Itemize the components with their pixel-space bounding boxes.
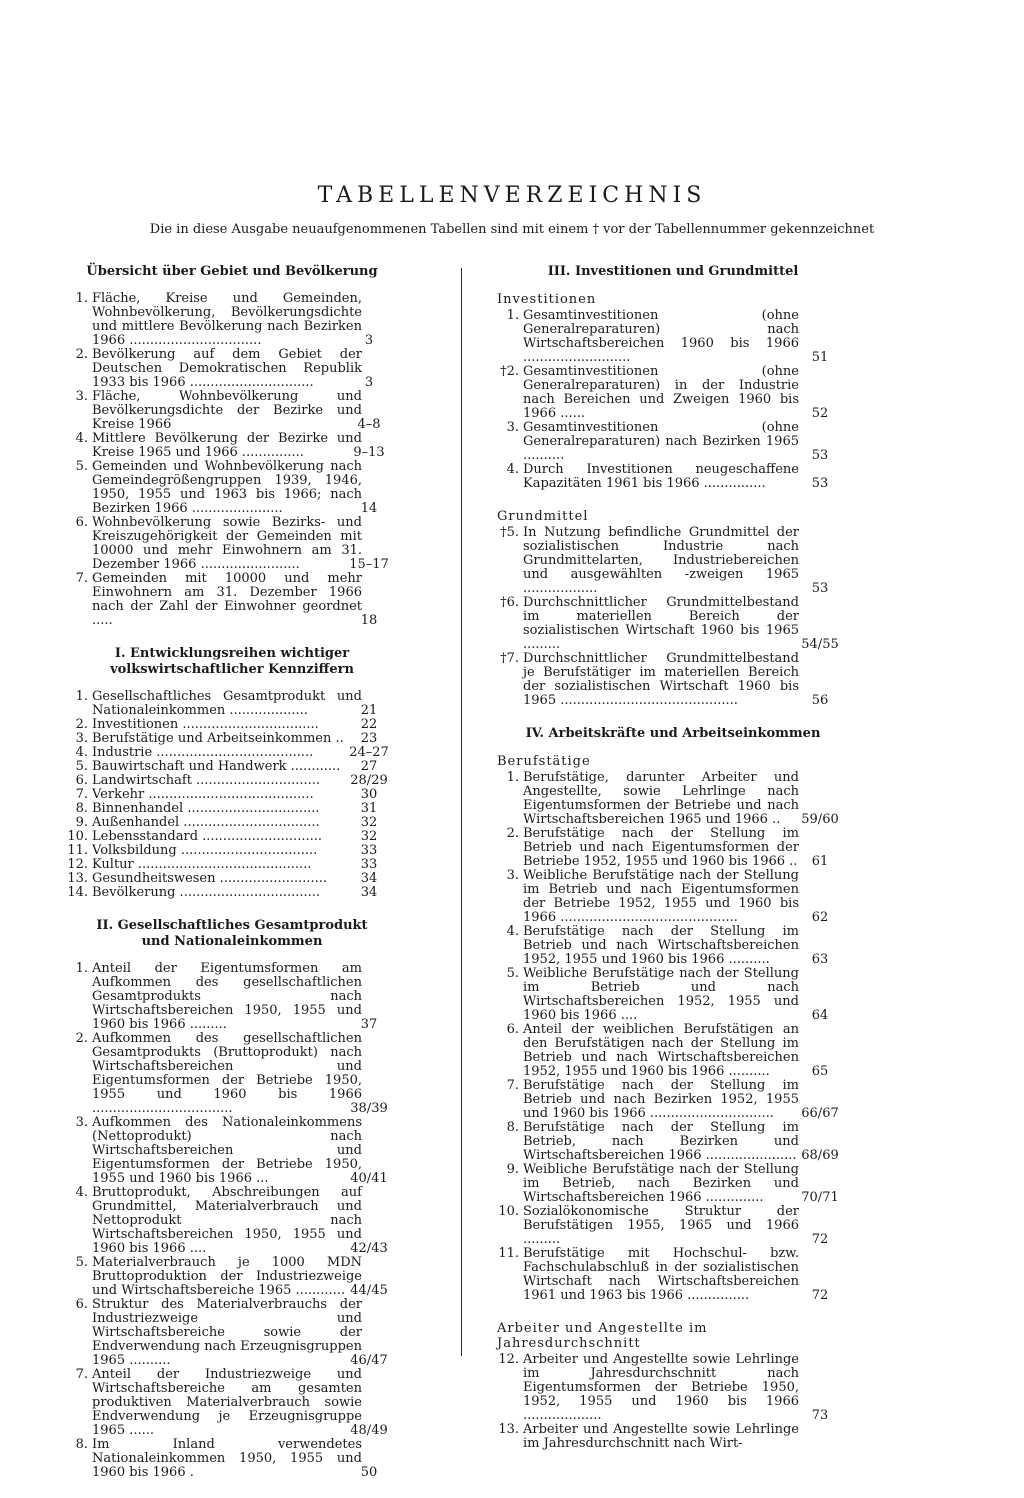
page-number: 32 — [360, 815, 378, 830]
table-number: 8. — [506, 1120, 519, 1135]
toc-entry-list — [66, 962, 398, 1480]
table-title: Volksbildung ................................. — [92, 843, 318, 858]
left-column — [66, 264, 398, 1498]
page-number: 4–8 — [357, 417, 381, 432]
table-number: †2. — [500, 364, 519, 379]
toc-entry — [66, 572, 398, 628]
table-title: Berufstätige nach der Stellung im Betrieb und nach Bezirken 1952, 1955 und 1960 bis 1966 .............................. — [523, 1078, 799, 1121]
toc-entry-list — [497, 526, 849, 708]
table-title: Berufstätige nach der Stellung im Betrieb und nach Wirtschaftsbereichen 1952, 1955 und 1960 bis 1966 .......... — [523, 924, 799, 967]
toc-entry — [497, 1079, 849, 1121]
right-column — [497, 264, 849, 1469]
table-title: Arbeiter und Angestellte sowie Lehrlinge im Jahresdurchschnitt nach Eigentumsformen der Betriebe 1950, 1952, 1955 und 1960 bis 1966 ................... — [523, 1352, 799, 1423]
table-number: 7. — [75, 787, 88, 802]
toc-entry — [66, 292, 398, 348]
page-number: 53 — [811, 448, 829, 463]
section-heading: II. Gesellschaftliches Gesamtprodukt und Nationaleinkommen — [96, 918, 368, 949]
toc-entry — [66, 516, 398, 572]
table-title: Binnenhandel ................................ — [92, 801, 320, 816]
section-heading: Übersicht über Gebiet und Bevölkerung — [86, 264, 378, 279]
table-title: Gesamtinvestitionen (ohne Generalreparaturen) nach Bezirken 1965 .......... — [523, 420, 799, 463]
table-number: 5. — [75, 1255, 88, 1270]
toc-entry — [66, 718, 398, 732]
table-number: 1. — [75, 291, 88, 306]
toc-entry — [497, 421, 849, 463]
page-number: 62 — [811, 910, 829, 925]
table-title: Mittlere Bevölkerung der Bezirke und Kreise 1965 und 1966 ............... — [92, 431, 362, 460]
table-title: Weibliche Berufstätige nach der Stellung im Betrieb und nach Eigentumsformen der Betriebe 1952, 1955 und 1960 bis 1966 ........................................... — [523, 868, 799, 925]
table-number: 13. — [498, 1422, 519, 1437]
table-number: 7. — [75, 1367, 88, 1382]
page-number: 15–17 — [349, 557, 389, 572]
page-number: 72 — [811, 1288, 829, 1303]
table-number: 10. — [67, 829, 88, 844]
page-number: 68/69 — [801, 1148, 839, 1163]
toc-entry — [497, 1423, 849, 1451]
table-number: 4. — [75, 1185, 88, 1200]
toc-entry — [66, 1256, 398, 1298]
toc-entry — [66, 830, 398, 844]
table-title: Kultur .......................................... — [92, 857, 312, 872]
table-number: 4. — [75, 745, 88, 760]
toc-entry — [497, 463, 849, 491]
toc-entry — [497, 1247, 849, 1303]
table-title: Industrie ...................................... — [92, 745, 314, 760]
page-number: 37 — [360, 1017, 378, 1032]
table-title: Bevölkerung auf dem Gebiet der Deutschen Demokratischen Republik 1933 bis 1966 .............................. — [92, 347, 362, 390]
toc-entry — [497, 1353, 849, 1423]
page-number: 56 — [811, 693, 829, 708]
toc-entry — [66, 872, 398, 886]
table-title: In Nutzung befindliche Grundmittel der sozialistischen Industrie nach Grundmittelarten, Industriebereichen und ausgewählten -zweigen 1965 .................. — [523, 525, 799, 596]
page-number: 18 — [360, 613, 378, 628]
table-title: Außenhandel ................................. — [92, 815, 320, 830]
page-number: 40/41 — [350, 1171, 388, 1186]
table-title: Arbeiter und Angestellte sowie Lehrlinge im Jahresdurchschnitt nach Wirt- — [523, 1422, 799, 1451]
toc-entry-list — [66, 690, 398, 900]
table-number: 4. — [506, 924, 519, 939]
toc-entry — [497, 1023, 849, 1079]
page-number: 33 — [360, 857, 378, 872]
subsection-heading: Arbeiter und Angestellte im Jahresdurchschnitt — [497, 1321, 708, 1351]
page-number: 3 — [364, 375, 374, 390]
table-title: Anteil der Industriezweige und Wirtschaftsbereiche am gesamten produktiven Materialverbrauch sowie Endverwendung je Erzeugnisgruppe 1965 ...... — [92, 1367, 362, 1438]
table-title: Struktur des Materialverbrauchs der Industriezweige und Wirtschaftsbereiche sowie der Endverwendung nach Erzeugnisgruppen 1965 .......... — [92, 1297, 362, 1368]
toc-entry-list — [66, 292, 398, 628]
table-title: Landwirtschaft .............................. — [92, 773, 321, 788]
subsection-heading: Investitionen — [497, 292, 597, 307]
table-number: 6. — [75, 773, 88, 788]
table-number: 4. — [506, 462, 519, 477]
table-title: Berufstätige nach der Stellung im Betrieb und nach Eigentumsformen der Betriebe 1952, 1955 und 1960 bis 1966 .. — [523, 826, 799, 869]
table-title: Durch Investitionen neugeschaffene Kapazitäten 1961 bis 1966 ............... — [523, 462, 799, 491]
table-title: Gemeinden und Wohnbevölkerung nach Gemeindegrößengruppen 1939, 1946, 1950, 1955 und 1963 bis 1966; nach Bezirken 1966 ...................... — [92, 459, 362, 516]
table-title: Fläche, Wohnbevölkerung und Bevölkerungsdichte der Bezirke und Kreise 1966 — [92, 389, 362, 432]
table-number: 8. — [75, 801, 88, 816]
page-number: 38/39 — [350, 1101, 388, 1116]
toc-entry — [497, 967, 849, 1023]
subsection-heading: Berufstätige — [497, 754, 591, 769]
table-title: Berufstätige mit Hochschul- bzw. Fachschulabschluß in der sozialistischen Wirtschaft nach Wirtschaftsbereichen 1961 und 1963 bis 1966 ............... — [523, 1246, 799, 1303]
toc-entry-list — [497, 309, 849, 491]
toc-entry — [66, 788, 398, 802]
page-number: 59/60 — [801, 812, 839, 827]
page-number: 66/67 — [801, 1106, 839, 1121]
page-number: 27 — [360, 759, 378, 774]
page-number: 54/55 — [801, 637, 839, 652]
page-number: 72 — [811, 1232, 829, 1247]
table-number: 2. — [506, 826, 519, 841]
toc-entry — [66, 432, 398, 460]
toc-entry-list — [497, 771, 849, 1303]
section-heading: IV. Arbeitskräfte und Arbeitseinkommen — [525, 726, 821, 741]
table-number: 12. — [498, 1352, 519, 1367]
toc-entry — [66, 858, 398, 872]
page-number: 50 — [360, 1465, 378, 1480]
toc-entry — [497, 827, 849, 869]
column-divider — [461, 268, 462, 1356]
table-title: Durchschnittlicher Grundmittelbestand im materiellen Bereich der sozialistischen Wirtschaft 1960 bis 1965 ......... — [523, 595, 799, 652]
table-title: Gesamtinvestitionen (ohne Generalreparaturen) in der Industrie nach Bereichen und Zweigen 1960 bis 1966 ...... — [523, 364, 799, 421]
table-number: 7. — [75, 571, 88, 586]
page-number: 63 — [811, 952, 829, 967]
toc-entry — [497, 652, 849, 708]
table-title: Wohnbevölkerung sowie Bezirks- und Kreiszugehörigkeit der Gemeinden mit 10000 und mehr Einwohnern am 31. Dezember 1966 ........................ — [92, 515, 362, 572]
page-number: 44/45 — [350, 1283, 388, 1298]
table-title: Bauwirtschaft und Handwerk ............ — [92, 759, 341, 774]
table-number: †7. — [500, 651, 519, 666]
page-number: 28/29 — [350, 773, 388, 788]
page-number: 53 — [811, 476, 829, 491]
page-number: 14 — [360, 501, 378, 516]
toc-entry — [66, 390, 398, 432]
page-number: 65 — [811, 1064, 829, 1079]
table-title: Weibliche Berufstätige nach der Stellung im Betrieb und nach Wirtschaftsbereichen 1952, 1955 und 1960 bis 1966 .... — [523, 966, 799, 1023]
toc-entry — [497, 771, 849, 827]
page-number: 51 — [811, 350, 829, 365]
table-number: 7. — [506, 1078, 519, 1093]
page-number: 46/47 — [350, 1353, 388, 1368]
table-title: Anteil der weiblichen Berufstätigen an den Berufstätigen nach der Stellung im Betrieb und nach Wirtschaftsbereichen 1952, 1955 und 1960 bis 1966 .......... — [523, 1022, 799, 1079]
page-number: 23 — [360, 731, 378, 746]
toc-entry — [497, 925, 849, 967]
page-number: 32 — [360, 829, 378, 844]
table-number: 9. — [75, 815, 88, 830]
toc-entry-list — [497, 1353, 849, 1451]
table-title: Gesamtinvestitionen (ohne Generalreparaturen) nach Wirtschaftsbereichen 1960 bis 1966 .......................... — [523, 308, 799, 365]
page-number: 73 — [811, 1408, 829, 1423]
page-number: 70/71 — [801, 1190, 839, 1205]
page-number: 33 — [360, 843, 378, 858]
toc-entry — [66, 460, 398, 516]
subsection-heading: Grundmittel — [497, 509, 589, 524]
table-title: Lebensstandard ............................. — [92, 829, 322, 844]
table-number: 3. — [506, 420, 519, 435]
page-number: 52 — [811, 406, 829, 421]
page-number: 24–27 — [349, 745, 389, 760]
page-number: 61 — [811, 854, 829, 869]
page-number: 34 — [360, 871, 378, 886]
table-title: Berufstätige nach der Stellung im Betrieb, nach Bezirken und Wirtschaftsbereichen 1966 ...................... — [523, 1120, 799, 1163]
toc-entry — [66, 962, 398, 1032]
page-number: 42/43 — [350, 1241, 388, 1256]
toc-entry — [497, 869, 849, 925]
table-number: 3. — [75, 389, 88, 404]
toc-entry — [66, 746, 398, 760]
page-number: 64 — [811, 1008, 829, 1023]
table-number: 6. — [75, 1297, 88, 1312]
toc-entry — [66, 1186, 398, 1256]
toc-entry — [66, 690, 398, 718]
toc-entry — [66, 1368, 398, 1438]
table-number: 1. — [75, 961, 88, 976]
section-heading: I. Entwicklungsreihen wichtiger volkswirtschaftlicher Kennziffern — [110, 646, 354, 677]
toc-entry — [66, 1032, 398, 1116]
page-number: 22 — [360, 717, 378, 732]
toc-entry — [497, 309, 849, 365]
page-number: 9–13 — [353, 445, 385, 460]
table-number: 2. — [75, 717, 88, 732]
toc-entry — [66, 760, 398, 774]
page-subtitle: Die in diese Ausgabe neuaufgenommenen Tabellen sind mit einem † vor der Tabellennummer gekennzeichnet — [149, 222, 875, 237]
table-number: 6. — [506, 1022, 519, 1037]
table-title: Gemeinden mit 10000 und mehr Einwohnern am 31. Dezember 1966 nach der Zahl der Einwohner geordnet ..... — [92, 571, 362, 628]
table-number: †5. — [500, 525, 519, 540]
section-heading: III. Investitionen und Grundmittel — [547, 264, 799, 279]
table-number: 1. — [506, 770, 519, 785]
table-title: Bruttoprodukt, Abschreibungen auf Grundmittel, Materialverbrauch und Nettoprodukt nach Wirtschaftsbereichen 1950, 1955 und 1960 bis 1966 .... — [92, 1185, 362, 1256]
table-number: 5. — [75, 459, 88, 474]
table-number: 9. — [506, 1162, 519, 1177]
toc-entry — [497, 596, 849, 652]
page-number: 48/49 — [350, 1423, 388, 1438]
table-title: Berufstätige und Arbeitseinkommen .. — [92, 731, 344, 746]
table-title: Anteil der Eigentumsformen am Aufkommen des gesellschaftlichen Gesamtprodukts nach Wirtschaftsbereichen 1950, 1955 und 1960 bis 1966 ......... — [92, 961, 362, 1032]
table-number: 11. — [67, 843, 88, 858]
toc-entry — [66, 348, 398, 390]
table-title: Bevölkerung .................................. — [92, 885, 321, 900]
table-title: Aufkommen des Nationaleinkommens (Nettoprodukt) nach Wirtschaftsbereichen und Eigentumsformen der Betriebe 1950, 1955 und 1960 bis 1966 ... — [92, 1115, 362, 1186]
page-number: 53 — [811, 581, 829, 596]
toc-entry — [66, 1438, 398, 1480]
table-number: †6. — [500, 595, 519, 610]
table-title: Im Inland verwendetes Nationaleinkommen 1950, 1955 und 1960 bis 1966 . — [92, 1437, 362, 1480]
table-number: 4. — [75, 431, 88, 446]
table-number: 3. — [75, 1115, 88, 1130]
page-number: 3 — [364, 333, 374, 348]
toc-entry — [66, 886, 398, 900]
table-number: 11. — [498, 1246, 519, 1261]
toc-entry — [66, 774, 398, 788]
table-number: 13. — [67, 871, 88, 886]
toc-entry — [497, 1205, 849, 1247]
table-title: Investitionen ................................. — [92, 717, 319, 732]
table-number: 14. — [67, 885, 88, 900]
toc-entry — [66, 1116, 398, 1186]
table-title: Berufstätige, darunter Arbeiter und Angestellte, sowie Lehrlinge nach Eigentumsformen der Betriebe und nach Wirtschaftsbereichen 1965 und 1966 .. — [523, 770, 799, 827]
table-title: Weibliche Berufstätige nach der Stellung im Betrieb, nach Bezirken und Wirtschaftsbereichen 1966 .............. — [523, 1162, 799, 1205]
table-number: 3. — [506, 868, 519, 883]
toc-entry — [497, 1163, 849, 1205]
toc-entry — [66, 816, 398, 830]
table-number: 2. — [75, 1031, 88, 1046]
table-title: Gesundheitswesen .......................... — [92, 871, 328, 886]
toc-entry — [66, 802, 398, 816]
page-number: 30 — [360, 787, 378, 802]
table-title: Sozialökonomische Struktur der Berufstätigen 1955, 1965 und 1966 ......... — [523, 1204, 799, 1247]
table-title: Verkehr ........................................ — [92, 787, 314, 802]
table-title: Gesellschaftliches Gesamtprodukt und Nationaleinkommen ................... — [92, 689, 362, 718]
toc-entry — [66, 1298, 398, 1368]
table-number: 5. — [75, 759, 88, 774]
table-number: 1. — [75, 689, 88, 704]
toc-entry — [497, 526, 849, 596]
toc-entry — [66, 844, 398, 858]
page-number: 21 — [360, 703, 378, 718]
table-title: Materialverbrauch je 1000 MDN Bruttoproduktion der Industriezweige und Wirtschaftsbereiche 1965 ............ — [92, 1255, 362, 1298]
toc-entry — [66, 732, 398, 746]
table-number: 1. — [506, 308, 519, 323]
table-title: Durchschnittlicher Grundmittelbestand je Berufstätiger im materiellen Bereich der sozialistischen Wirtschaft 1960 bis 1965 ........................................... — [523, 651, 799, 708]
page-number: 34 — [360, 885, 378, 900]
table-title: Fläche, Kreise und Gemeinden, Wohnbevölkerung, Bevölkerungsdichte und mittlere Bevölkerung nach Bezirken 1966 ................................ — [92, 291, 362, 348]
table-number: 2. — [75, 347, 88, 362]
table-number: 5. — [506, 966, 519, 981]
table-number: 8. — [75, 1437, 88, 1452]
toc-entry — [497, 1121, 849, 1163]
page-title: TABELLENVERZEICHNIS — [317, 183, 707, 208]
table-number: 12. — [67, 857, 88, 872]
page-number: 31 — [360, 801, 378, 816]
toc-entry — [497, 365, 849, 421]
table-number: 10. — [498, 1204, 519, 1219]
table-number: 3. — [75, 731, 88, 746]
table-number: 6. — [75, 515, 88, 530]
table-title: Aufkommen des gesellschaftlichen Gesamtprodukts (Bruttoprodukt) nach Wirtschaftsbereichen und Eigentumsformen der Betriebe 1950, 1955 und 1960 bis 1966 .................................. — [92, 1031, 362, 1116]
